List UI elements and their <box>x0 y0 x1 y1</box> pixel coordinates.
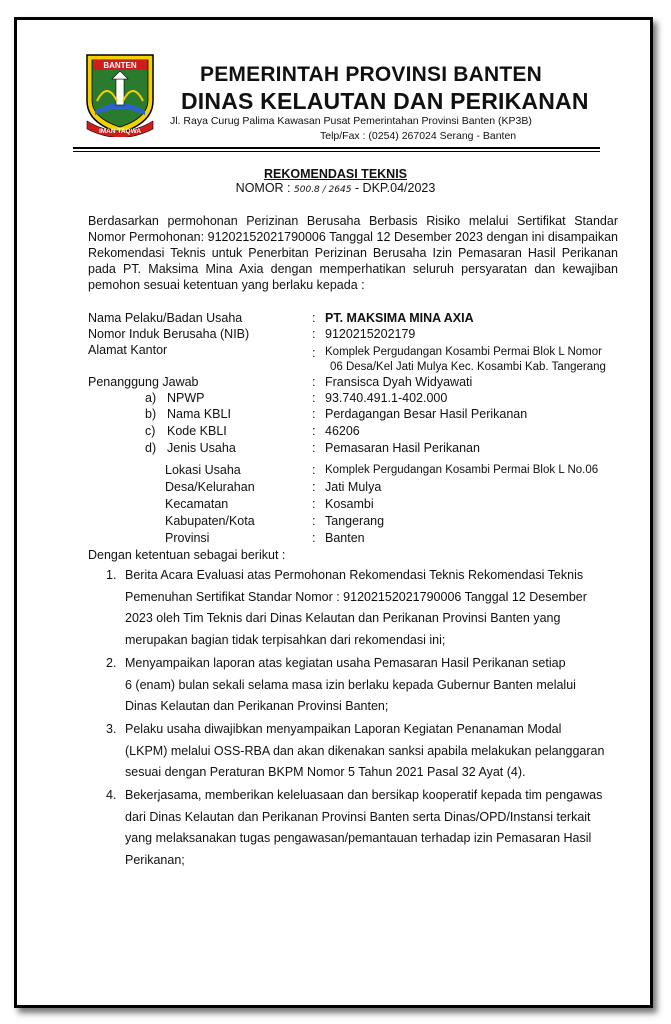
field-letter-kbli: b) <box>145 407 157 421</box>
colon: : <box>312 441 316 455</box>
list-item-text: Pelaku usaha diwajibkan menyampaikan Laporan Kegiatan Penanaman Modal (LKPM) melalui OSS-RBA dan akan dikenakan sanksi apabila melakukan pelanggaran sesuai dengan Peraturan BKPM Nomor 5 Tahun 2021 Pasal 32 Ayat (4). <box>125 722 605 779</box>
list-item-number: 1. <box>106 568 117 582</box>
ketentuan-heading: Dengan ketentuan sebagai berikut : <box>88 548 286 562</box>
field-label-kode: Kode KBLI <box>167 424 227 438</box>
colon: : <box>312 407 316 421</box>
svg-text:IMAN TAQWA: IMAN TAQWA <box>98 128 142 135</box>
list-item-number: 2. <box>106 656 117 670</box>
list-item-number: 3. <box>106 722 117 736</box>
colon: : <box>312 311 316 325</box>
field-label-lokasi: Lokasi Usaha <box>165 463 241 477</box>
colon: : <box>312 375 316 389</box>
field-label-alamat: Alamat Kantor <box>88 343 168 357</box>
field-letter-npwp: a) <box>145 391 157 405</box>
field-letter-kode: c) <box>145 424 156 438</box>
intro-paragraph: Berdasarkan permohonan Perizinan Berusaha Berbasis Risiko melalui Sertifikat Standar Nomor Permohonan: 91202152021790006 Tanggal 12 Desember 2023 dengan ini disampaikan Rekomendasi Teknis untuk Penerbitan Perizinan Berusaha Izin Pemasaran Hasil Perikanan pada PT. Maksima Mina Axia dengan memperhatikan seluruh persyaratan dan kewajiban pemohon sesuai ketentuan yang berlaku kepada : <box>88 214 618 292</box>
colon: : <box>312 391 316 405</box>
header-agency-name: DINAS KELAUTAN DAN PERIKANAN <box>181 88 589 114</box>
header-divider-thick <box>73 147 600 149</box>
banten-emblem-logo <box>77 51 163 137</box>
field-value-desa: Jati Mulya <box>325 480 382 494</box>
list-item-text: Menyampaikan laporan atas kegiatan usaha Pemasaran Hasil Perikanan setiap 6 (enam) bulan sekali selama masa izin berlaku kepada Gubernur Banten melalui Dinas Kelautan dan Perikanan Provinsi Banten; <box>125 656 576 713</box>
header-government-name: PEMERINTAH PROVINSI BANTEN <box>200 63 542 86</box>
svg-text:BANTEN: BANTEN <box>103 61 137 70</box>
field-label-kbli: Nama KBLI <box>167 407 231 421</box>
document-title: REKOMENDASI TEKNIS <box>263 167 408 181</box>
colon: : <box>312 480 316 494</box>
colon: : <box>312 531 316 545</box>
header-divider-thin <box>73 151 600 152</box>
header-address: Jl. Raya Curug Palima Kawasan Pusat Pemerintahan Provinsi Banten (KP3B) <box>170 115 532 127</box>
field-value-kabupaten: Tangerang <box>325 514 385 528</box>
field-value-kecamatan: Kosambi <box>325 497 374 511</box>
field-label-jenis: Jenis Usaha <box>167 441 236 455</box>
list-item-text: Bekerjasama, memberikan keleluasaan dan bersikap kooperatif kepada tim pengawas dari Dinas Kelautan dan Perikanan Provinsi Banten serta Dinas/OPD/Instansi terkait yang melaksanakan tugas pengawasan/pemantauan terhadap izin Pemasaran Hasil Perikanan; <box>125 788 603 867</box>
document-number: NOMOR : 500.8 / 2645 - DKP.04/2023 <box>235 181 436 195</box>
field-value-nama: PT. MAKSIMA MINA AXIA <box>325 311 474 325</box>
colon: : <box>312 463 316 477</box>
list-item-number: 4. <box>106 788 117 802</box>
colon: : <box>312 497 316 511</box>
list-item-text: Berita Acara Evaluasi atas Permohonan Rekomendasi Teknis Rekomendasi Teknis Pemenuhan Sertifikat Standar Nomor : 91202152021790006 Tanggal 12 Desember 2023 oleh Tim Teknis dari Dinas Kelautan dan Perikanan Provinsi Banten yang merupakan bagian tidak terpisahkan dari rekomendasi ini; <box>125 568 587 647</box>
field-value-jenis: Pemasaran Hasil Perikanan <box>325 441 480 455</box>
field-letter-jenis: d) <box>145 441 157 455</box>
colon: : <box>312 424 316 438</box>
field-label-provinsi: Provinsi <box>165 531 210 545</box>
field-value-alamat-line2: 06 Desa/Kel Jati Mulya Kec. Kosambi Kab. Tangerang <box>330 361 606 373</box>
colon: : <box>312 327 316 341</box>
colon: : <box>312 346 316 360</box>
field-value-provinsi: Banten <box>325 531 365 545</box>
colon: : <box>312 514 316 528</box>
handwritten-number: 500.8 / 2645 <box>294 185 352 195</box>
field-label-npwp: NPWP <box>167 391 205 405</box>
field-label-desa: Desa/Kelurahan <box>165 480 255 494</box>
field-label-pj: Penanggung Jawab <box>88 375 199 389</box>
header-telp: Telp/Fax : (0254) 267024 Serang - Banten <box>320 130 517 142</box>
field-value-lokasi: Komplek Pergudangan Kosambi Permai Blok L No.06 <box>325 464 599 476</box>
field-value-nib: 9120215202179 <box>325 327 416 341</box>
field-label-nama: Nama Pelaku/Badan Usaha <box>88 311 243 325</box>
field-value-npwp: 93.740.491.1-402.000 <box>325 391 448 405</box>
field-label-kecamatan: Kecamatan <box>165 497 229 511</box>
field-label-kabupaten: Kabupaten/Kota <box>165 514 255 528</box>
field-label-nib: Nomor Induk Berusaha (NIB) <box>88 327 250 341</box>
field-value-alamat-line1: Komplek Pergudangan Kosambi Permai Blok L Nomor <box>325 346 602 358</box>
field-value-pj: Fransisca Dyah Widyawati <box>325 375 473 389</box>
field-value-kbli: Perdagangan Besar Hasil Perikanan <box>325 407 528 421</box>
field-value-kode: 46206 <box>325 424 360 438</box>
